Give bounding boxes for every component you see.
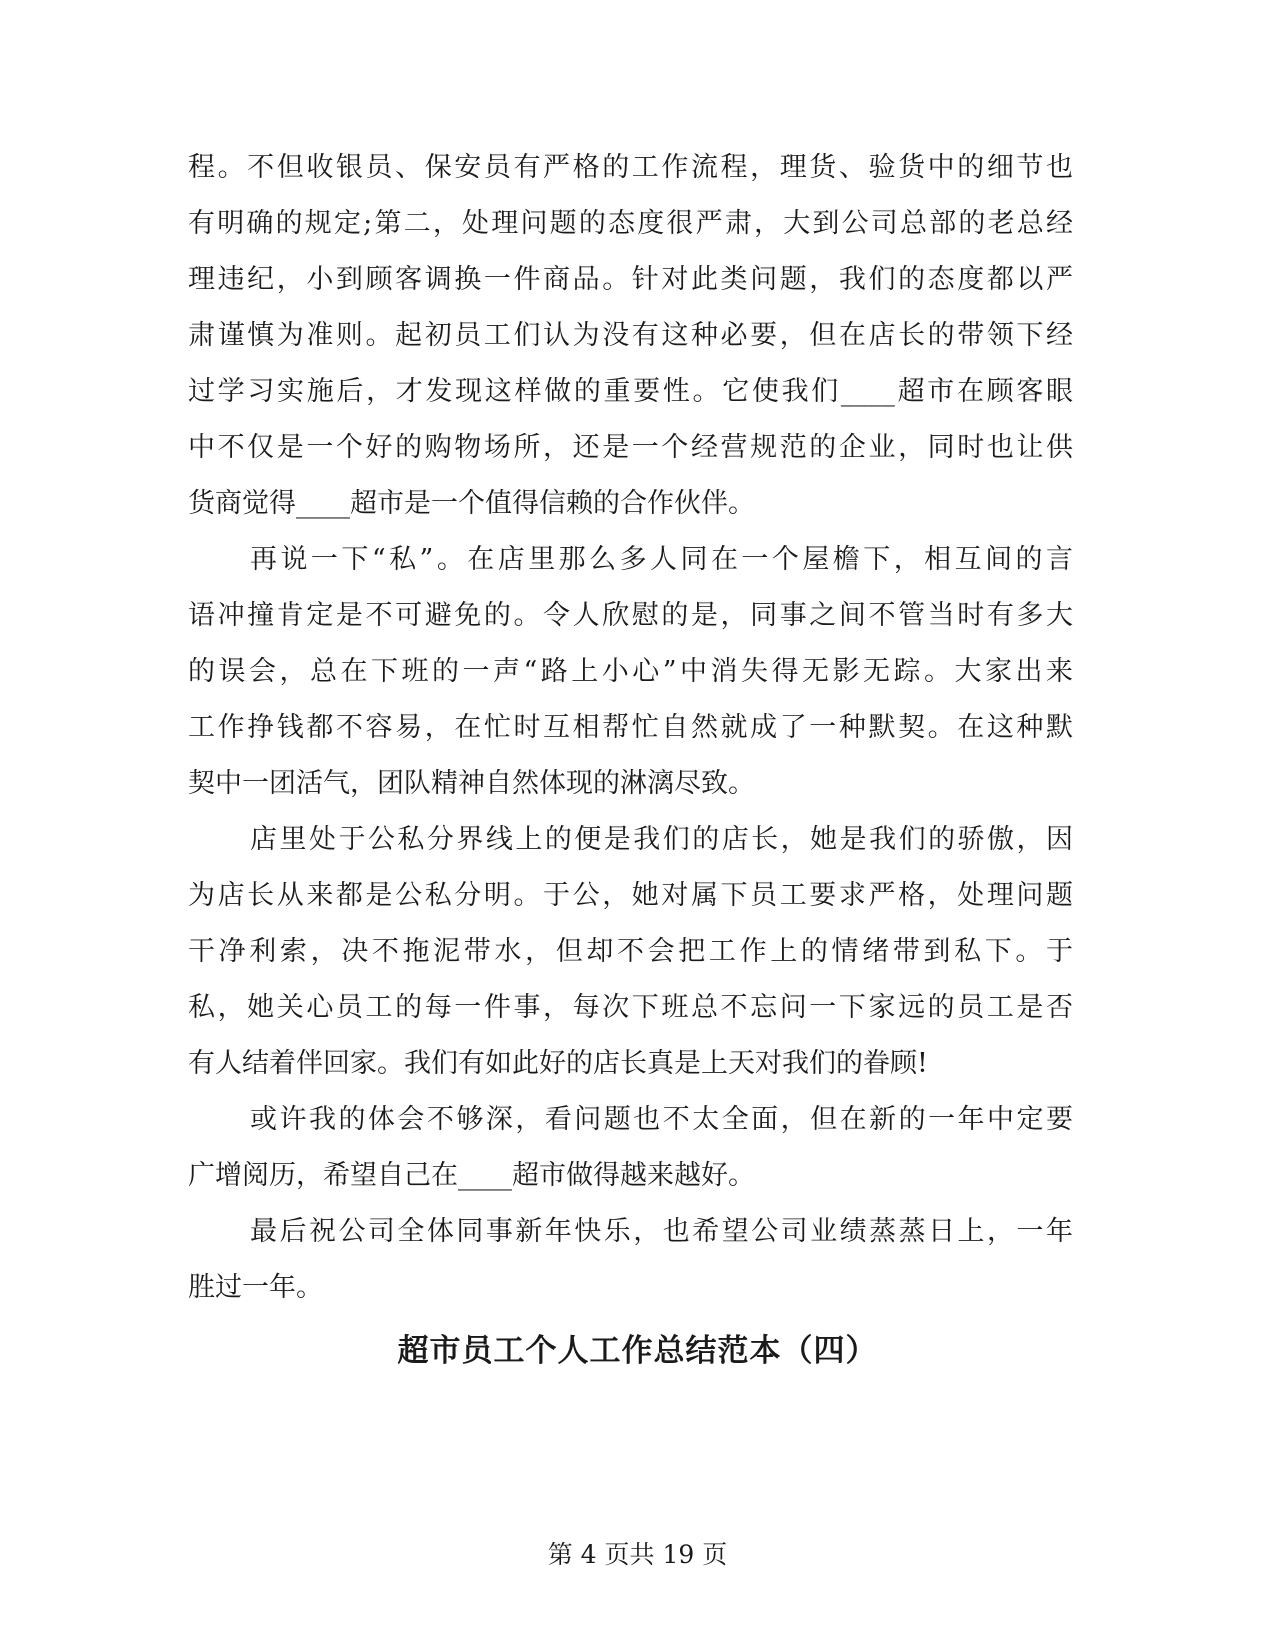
- text-line: 私，她关心员工的每一件事，每次下班总不忘问一下家远的员工是否: [188, 992, 1073, 1023]
- text-line: 为店长从来都是公私分明。于公，她对属下员工要求严格，处理问题: [188, 880, 1073, 911]
- text-line: 理违纪，小到顾客调换一件商品。针对此类问题，我们的态度都以严: [188, 264, 1073, 295]
- text-line: 肃谨慎为准则。起初员工们认为没有这种必要，但在店长的带领下经: [188, 320, 1073, 351]
- text-line: 广增阅历，希望自己在____超市做得越来越好。: [188, 1160, 755, 1191]
- text-line: 有明确的规定;第二，处理问题的态度很严肃，大到公司总部的老总经: [188, 208, 1073, 239]
- text-line: 干净利索，决不拖泥带水，但却不会把工作上的情绪带到私下。于: [188, 936, 1073, 967]
- text-line: 程。不但收银员、保安员有严格的工作流程，理货、验货中的细节也: [188, 152, 1073, 183]
- paragraph: [188, 532, 1073, 812]
- text-line: 最后祝公司全体同事新年快乐，也希望公司业绩蒸蒸日上，一年: [250, 1216, 1073, 1247]
- paragraph: [188, 1204, 1073, 1316]
- text-line: 语冲撞肯定是不可避免的。令人欣慰的是，同事之间不管当时有多大: [188, 600, 1073, 631]
- text-line: 工作挣钱都不容易，在忙时互相帮忙自然就成了一种默契。在这种默: [188, 712, 1073, 743]
- text-line: 契中一团活气，团队精神自然体现的淋漓尽致。: [188, 768, 755, 799]
- text-line: 的误会，总在下班的一声“路上小心”中消失得无影无踪。大家出来: [188, 656, 1073, 687]
- text-line: 过学习实施后，才发现这样做的重要性。它使我们____超市在顾客眼: [188, 376, 1073, 407]
- body-text: [188, 140, 1073, 1316]
- text-line: 或许我的体会不够深，看问题也不太全面，但在新的一年中定要: [250, 1104, 1073, 1135]
- page-number: 第 4 页共 19 页: [547, 1540, 728, 1569]
- text-line: 再说一下“私”。在店里那么多人同在一个屋檐下，相互间的言: [250, 544, 1073, 575]
- text-line: 有人结着伴回家。我们有如此好的店长真是上天对我们的眷顾!: [188, 1048, 928, 1079]
- text-line: 货商觉得____超市是一个值得信赖的合作伙伴。: [188, 488, 755, 519]
- section-title: 超市员工个人工作总结范本（四）: [397, 1333, 878, 1369]
- paragraph: [188, 1092, 1073, 1204]
- text-line: 胜过一年。: [188, 1272, 323, 1303]
- paragraph: [188, 140, 1073, 532]
- text-line: 中不仅是一个好的购物场所，还是一个经营规范的企业，同时也让供: [188, 432, 1073, 463]
- text-line: 店里处于公私分界线上的便是我们的店长，她是我们的骄傲，因: [250, 824, 1073, 855]
- paragraph: [188, 812, 1073, 1092]
